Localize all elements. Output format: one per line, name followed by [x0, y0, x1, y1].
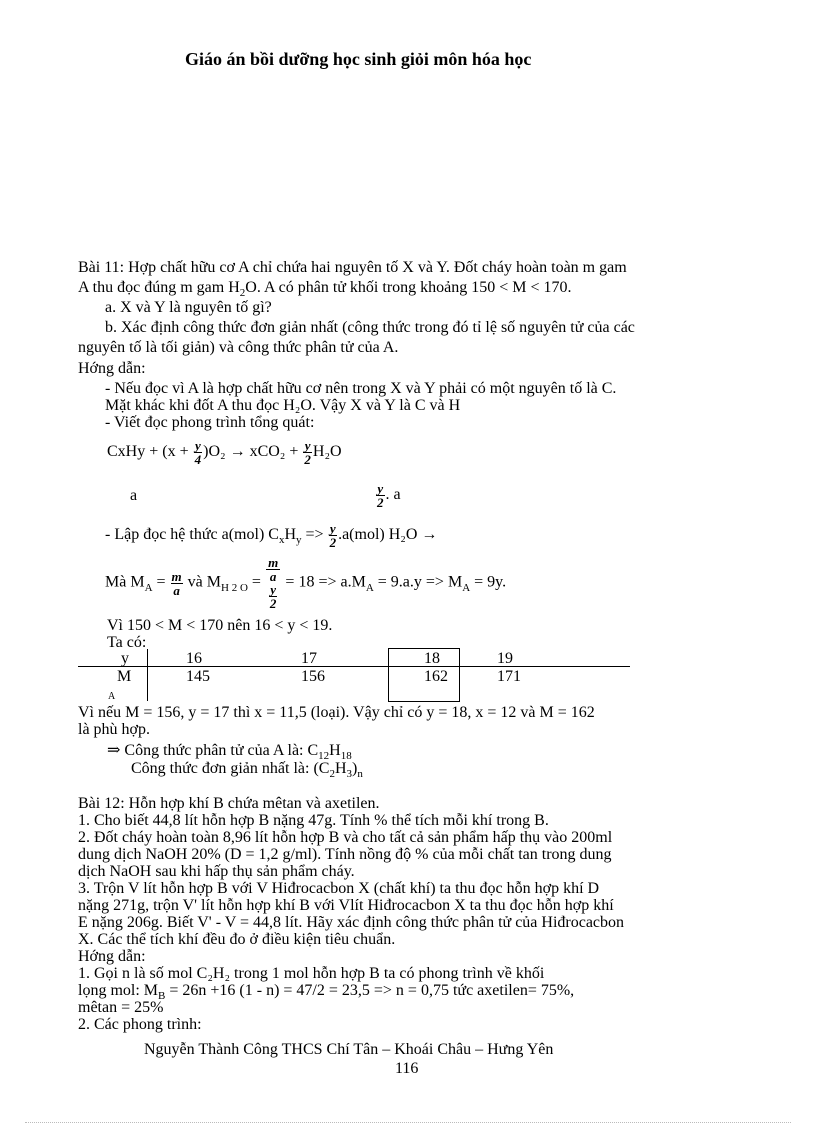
eq-part-b: )O₂: [203, 443, 226, 460]
ma-2: =: [152, 573, 166, 591]
step-2: Mặt khác khi đốt A thu đọc H₂O. Vậy X và Y là C và H: [105, 397, 461, 414]
sub: n: [357, 768, 363, 781]
question-b-2: nguyên tố là tối giản) và công thức phân tử của A.: [78, 339, 399, 356]
sub: 12: [318, 750, 330, 763]
formula-close: ): [352, 760, 358, 777]
table-cell: 19: [497, 650, 513, 667]
frac-num: y: [304, 437, 311, 453]
relation-line: - Lập đọc hệ thức a(mol) $C_xH_y$ => $\frac{y}{2}$ .a(mol) H₂O →: [105, 520, 438, 550]
footer-author: Nguyễn Thành Công THCS Chí Tân – Khoái Châu – Hưng Yên: [144, 1041, 554, 1058]
formula-h: H: [329, 742, 341, 759]
sub-x: x: [278, 534, 285, 547]
frac-den: 4: [194, 451, 202, 467]
bai12-line: 3. Trộn V lít hỗn hợp B với V Hiđrocacbon X (chất khí) ta thu đọc hỗn hợp khí D: [78, 880, 600, 897]
table-cell: y: [121, 650, 129, 667]
sub-y: y: [296, 534, 302, 547]
ma-4: =: [247, 573, 261, 591]
ma-5: = 18 => a.M: [285, 573, 366, 591]
table-cell: 17: [301, 650, 317, 667]
step-3: - Viết đọc phong trình tổng quát:: [105, 414, 315, 431]
frac-den: 2: [304, 451, 311, 467]
frac-den: 2: [269, 596, 277, 611]
ma-7: = 9y.: [470, 573, 507, 591]
ma-6: = 9.a.y => M: [373, 573, 463, 591]
table-top-line: [78, 666, 630, 667]
eq-part-d: H₂O: [312, 443, 342, 460]
arrow-icon: →: [229, 443, 246, 460]
frac-den-a: a: [269, 569, 277, 584]
ratio-b: [375, 478, 401, 512]
question-a: a. X và Y là nguyên tố gì?: [105, 299, 272, 316]
ratio-a: a: [130, 487, 138, 504]
table-sub-a: A: [108, 691, 116, 702]
g2b: = 26n +16 (1 - n) = 47/2 = 23,5 => n = 0,75 tức axetilen= 75%,: [165, 982, 575, 999]
range-line: Vì 150 < M < 170 nên 16 < y < 19.: [107, 617, 333, 634]
formula-h: H: [334, 760, 347, 777]
sub: 2: [329, 768, 335, 781]
eq-part-a: CxHy + (x +: [107, 443, 189, 460]
bai12-line: 1. Cho biết 44,8 lít hỗn hợp B nặng 47g. Tính % thể tích mỗi khí trong B.: [78, 812, 549, 829]
fraction-m-over-a: [171, 570, 183, 597]
table-cell: 171: [497, 668, 521, 685]
formula-text: Công thức phân tử của A là: C: [124, 742, 319, 759]
bai11-line1: Bài 11: Hợp chất hữu cơ A chỉ chứa hai nguyên tố X và Y. Đốt cháy hoàn toàn m gam: [78, 259, 627, 276]
bai12-line: 2. Đốt cháy hoàn toàn 8,96 lít hỗn hợp B và cho tất cả sản phẩm hấp thụ vào 200ml: [78, 829, 613, 846]
step-1: - Nếu đọc vì A là hợp chất hữu cơ nên trong X và Y phải có một nguyên tố là C.: [105, 380, 617, 397]
bai11-line2a: A thu đọc đúng m gam H: [78, 279, 240, 296]
molar-mass-line: [105, 556, 506, 612]
frac-num: y: [377, 480, 384, 496]
fraction-y-over-2: [303, 439, 312, 466]
empirical-formula: [131, 760, 363, 783]
sub: 18: [340, 750, 352, 763]
page-number: 116: [395, 1060, 419, 1077]
bai11-line2b: O. A có phân tử khối trong khoảng 150 < M < 170.: [245, 279, 572, 296]
relation-a: - Lập đọc hệ thức a(mol) C: [105, 526, 279, 543]
bai12-guide-heading: Hớng dẫn:: [78, 948, 146, 965]
guide-heading: Hớng dẫn:: [78, 360, 146, 377]
sub-a: A: [144, 581, 153, 594]
relation-b: =>: [301, 526, 328, 543]
frac-num: y: [270, 582, 277, 597]
bai12-line: Bài 12: Hỗn hợp khí B chứa mêtan và axetilen.: [78, 795, 380, 812]
sub-a: A: [462, 581, 471, 594]
frac-num: y: [194, 437, 201, 453]
table-cell: 156: [301, 668, 325, 685]
conclusion-2: là phù hợp.: [78, 721, 151, 738]
bai12-line: X. Các thể tích khí đều đo ở điều kiện tiêu chuẩn.: [78, 931, 396, 948]
table-cell: 16: [186, 650, 202, 667]
question-b-1: b. Xác định công thức đơn giản nhất (công thức trong đó tỉ lệ số nguyên tử của các: [105, 319, 635, 336]
bai12-guide-line: 1. Gọi n là số mol C₂H₂ trong 1 mol hỗn hợp B ta có phong trình về khối: [78, 965, 545, 982]
fraction-y-over-4: [194, 439, 203, 466]
frac-den: [266, 570, 281, 610]
combustion-equation: [107, 434, 342, 470]
ma-3: và M: [187, 573, 221, 591]
ta-co: Ta có:: [107, 634, 147, 651]
fraction-y-over-2: [376, 482, 385, 509]
table-vline: [147, 649, 148, 701]
implies-arrow-icon: ⇒: [107, 742, 121, 759]
g2a: lọng mol: M: [78, 982, 159, 999]
table-cell: 162: [424, 668, 448, 685]
frac-num: m: [171, 568, 182, 584]
bai12-line: dung dịch NaOH 20% (D = 1,2 g/ml). Tính nồng độ % của mỗi chất tan trong dung: [78, 846, 612, 863]
fraction-y-over-2: [268, 583, 279, 610]
sub-h2o: H 2 O: [221, 581, 248, 594]
ratio-b-text: . a: [385, 486, 401, 503]
frac-den: 2: [329, 534, 337, 550]
bai12-line: E nặng 206g. Biết V' - V = 44,8 lít. Hãy xác định công thức phân tử của Hiđrocacbon: [78, 914, 625, 931]
fraction-y-over-2: [329, 522, 338, 549]
bai12-line: nặng 271g, trộn V' lít hỗn hợp khí B với Vlít Hiđrocacbon X ta thu đọc hỗn hợp khí: [78, 897, 614, 914]
arrow-icon: →: [421, 526, 438, 543]
table-cell: 145: [186, 668, 210, 685]
eq-part-c: xCO₂ +: [249, 443, 299, 460]
bai12-guide-line: 2. Các phong trình:: [78, 1016, 202, 1033]
frac-den: 2: [377, 494, 384, 510]
sub: 3: [346, 768, 352, 781]
frac-num: y: [329, 520, 336, 536]
table-cell: 18: [424, 650, 440, 667]
table-cell: M: [117, 668, 132, 685]
frac-num: m: [266, 556, 281, 570]
conclusion-1: Vì nếu M = 156, y = 17 thì x = 11,5 (loại). Vậy chỉ có y = 18, x = 12 và M = 162: [78, 704, 595, 721]
page-title: Giáo án bồi dưỡng học sinh giỏi môn hóa học: [185, 49, 532, 69]
formula-text: Công thức đơn giản nhất là: (C: [131, 760, 330, 777]
bai12-guide-line: mêtan = 25%: [78, 999, 164, 1016]
frac-den: a: [173, 582, 180, 598]
bai12-line: dịch NaOH sau khi hấp thụ sản phẩm cháy.: [78, 863, 355, 880]
sub-b: B: [158, 990, 166, 1003]
ma-1: Mà M: [105, 573, 145, 591]
sub-a: A: [365, 581, 374, 594]
sub-2: 2: [239, 287, 246, 300]
fraction-m-over-ay2: [266, 556, 281, 610]
relation-c: .a(mol) H₂O: [338, 526, 418, 543]
